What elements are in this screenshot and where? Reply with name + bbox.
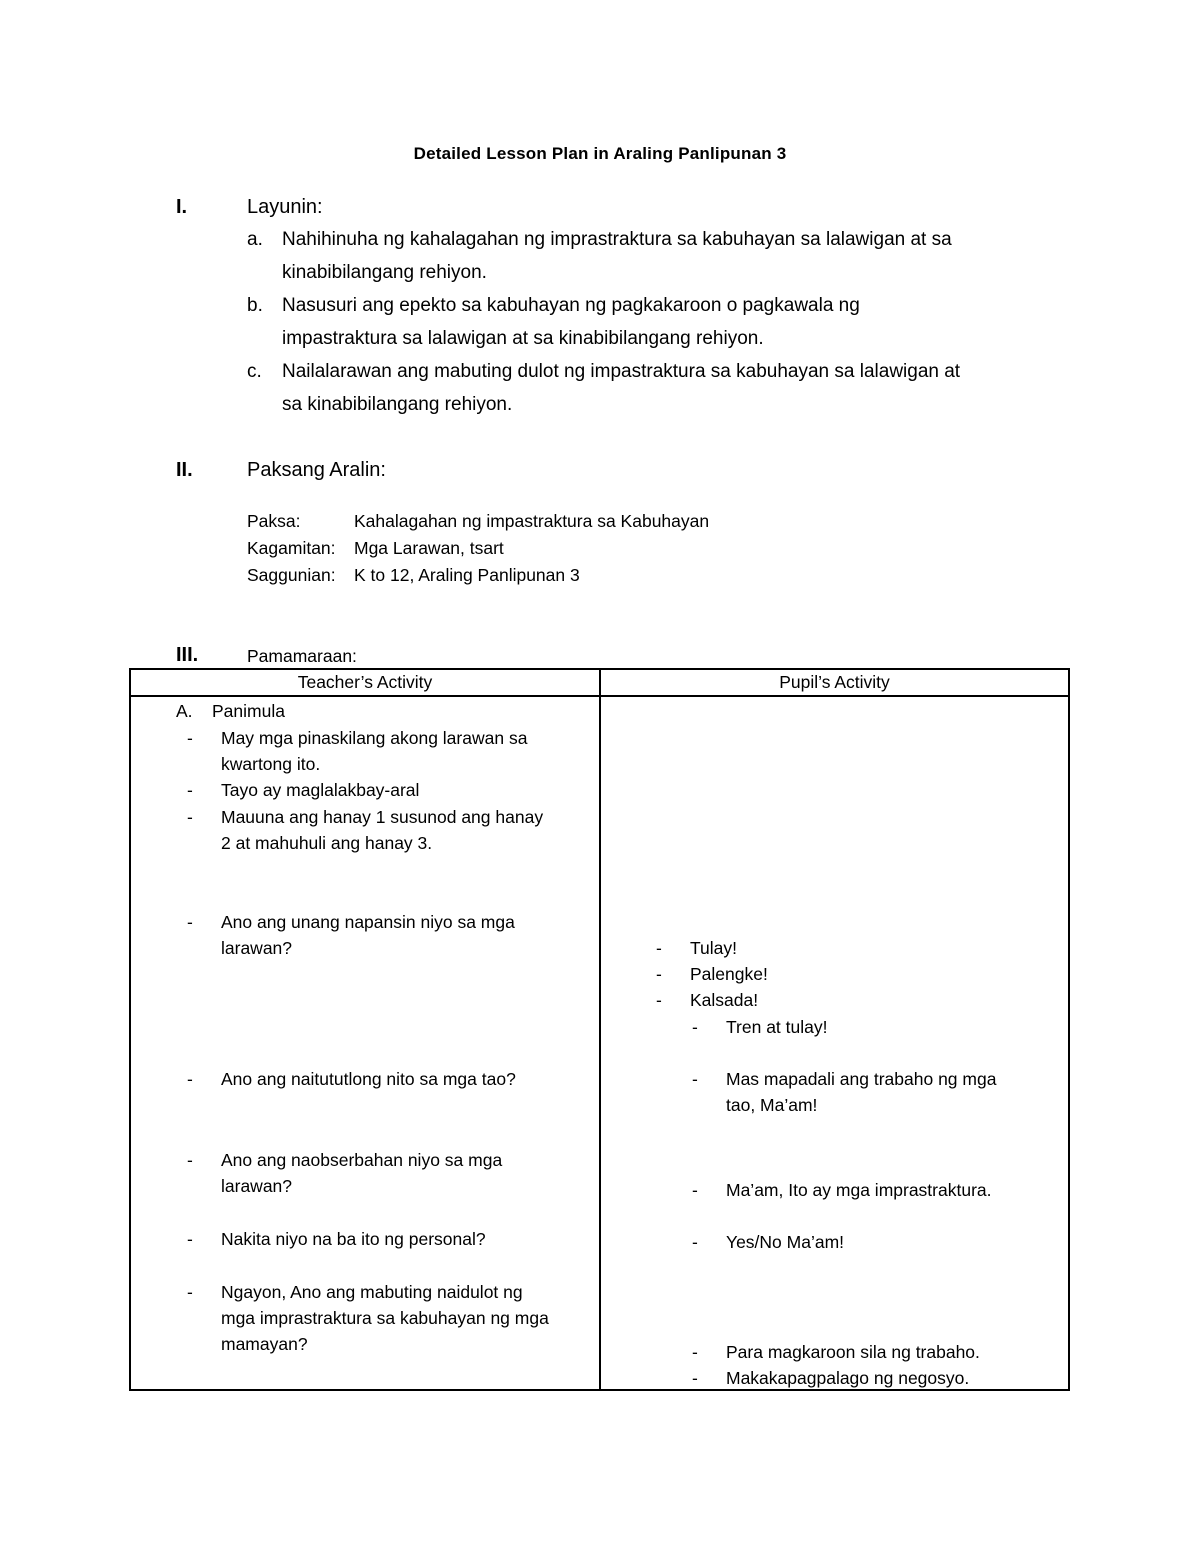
pupil-bullet: -: [692, 1017, 698, 1037]
teacher-bullet: -: [187, 807, 193, 827]
pupil-line: tao, Ma’am!: [726, 1095, 818, 1115]
teacher-bullet: -: [187, 1282, 193, 1302]
teacher-line: mamayan?: [221, 1334, 308, 1354]
objective-a-letter: a.: [247, 229, 263, 250]
teacher-line: kwartong ito.: [221, 754, 321, 774]
teacher-line: larawan?: [221, 938, 293, 958]
teacher-bullet: -: [187, 1150, 193, 1170]
objective-b-line1: Nasusuri ang epekto sa kabuhayan ng pagkakaroon o pagkawala ng: [282, 295, 860, 316]
table-header-divider: [129, 695, 1070, 697]
pupil-line: Palengke!: [690, 964, 768, 984]
pupil-line: Para magkaroon sila ng trabaho.: [726, 1342, 980, 1362]
teacher-line: May mga pinaskilang akong larawan sa: [221, 728, 528, 748]
pupil-bullet: -: [692, 1232, 698, 1252]
section-numeral-pamamaraan: III.: [176, 644, 199, 666]
teacher-bullet: -: [187, 728, 193, 748]
objective-c-line2: sa kinabibilangang rehiyon.: [282, 394, 513, 415]
teacher-line: Mauuna ang hanay 1 susunod ang hanay: [221, 807, 544, 827]
pupil-activity-header: Pupil’s Activity: [779, 672, 890, 692]
saggunian-label: Saggunian:: [247, 565, 336, 585]
pupil-bullet: -: [656, 964, 662, 984]
objective-c-letter: c.: [247, 361, 262, 382]
objective-a-line2: kinabibilangang rehiyon.: [282, 262, 487, 283]
objective-b-letter: b.: [247, 295, 263, 316]
teacher-line: larawan?: [221, 1176, 293, 1196]
document-title: Detailed Lesson Plan in Araling Panlipunan 3: [413, 144, 787, 163]
pupil-line: Kalsada!: [690, 990, 759, 1010]
objective-b-line2: impastraktura sa lalawigan at sa kinabibilangang rehiyon.: [282, 328, 764, 349]
teacher-line: 2 at mahuhuli ang hanay 3.: [221, 833, 433, 853]
teacher-activity-header: Teacher’s Activity: [297, 672, 433, 692]
pupil-bullet: -: [692, 1342, 698, 1362]
paksa-value: Kahalagahan ng impastraktura sa Kabuhayan: [354, 511, 710, 531]
subsection-label: Panimula: [212, 701, 285, 721]
paksa-label: Paksa:: [247, 511, 301, 531]
section-heading-paksang-aralin: Paksang Aralin:: [247, 459, 386, 481]
teacher-line: Ano ang naitututlong nito sa mga tao?: [221, 1069, 516, 1089]
teacher-bullet: -: [187, 1229, 193, 1249]
pupil-bullet: -: [692, 1368, 698, 1388]
pupil-line: Tulay!: [690, 938, 738, 958]
pupil-line: Makakapagpalago ng negosyo.: [726, 1368, 970, 1388]
section-heading-layunin: Layunin:: [247, 196, 323, 218]
saggunian-value: K to 12, Araling Panlipunan 3: [354, 565, 580, 585]
table-column-divider: [599, 668, 601, 1391]
subsection-letter: A.: [176, 701, 193, 721]
pupil-line: Ma’am, Ito ay mga imprastraktura.: [726, 1180, 992, 1200]
teacher-line: Ano ang naobserbahan niyo sa mga: [221, 1150, 503, 1170]
teacher-line: Ngayon, Ano ang mabuting naidulot ng: [221, 1282, 523, 1302]
pupil-bullet: -: [692, 1180, 698, 1200]
pupil-line: Yes/No Ma’am!: [726, 1232, 845, 1252]
pupil-bullet: -: [656, 990, 662, 1010]
kagamitan-label: Kagamitan:: [247, 538, 336, 558]
teacher-line: Ano ang unang napansin niyo sa mga: [221, 912, 515, 932]
section-numeral-paksang-aralin: II.: [176, 459, 193, 481]
pupil-bullet: -: [656, 938, 662, 958]
teacher-line: Tayo ay maglalakbay-aral: [221, 780, 420, 800]
section-numeral-layunin: I.: [176, 196, 188, 218]
teacher-bullet: -: [187, 1069, 193, 1089]
objective-a-line1: Nahihinuha ng kahalagahan ng imprastraktura sa kabuhayan sa lalawigan at sa: [282, 229, 952, 250]
pupil-bullet: -: [692, 1069, 698, 1089]
teacher-bullet: -: [187, 912, 193, 932]
pupil-line: Mas mapadali ang trabaho ng mga: [726, 1069, 997, 1089]
objective-c-line1: Nailalarawan ang mabuting dulot ng impastraktura sa kabuhayan sa lalawigan at: [282, 361, 961, 382]
teacher-bullet: -: [187, 780, 193, 800]
kagamitan-value: Mga Larawan, tsart: [354, 538, 504, 558]
pupil-line: Tren at tulay!: [726, 1017, 828, 1037]
teacher-line: mga imprastraktura sa kabuhayan ng mga: [221, 1308, 549, 1328]
section-heading-pamamaraan: Pamamaraan:: [247, 646, 357, 666]
teacher-line: Nakita niyo na ba ito ng personal?: [221, 1229, 486, 1249]
